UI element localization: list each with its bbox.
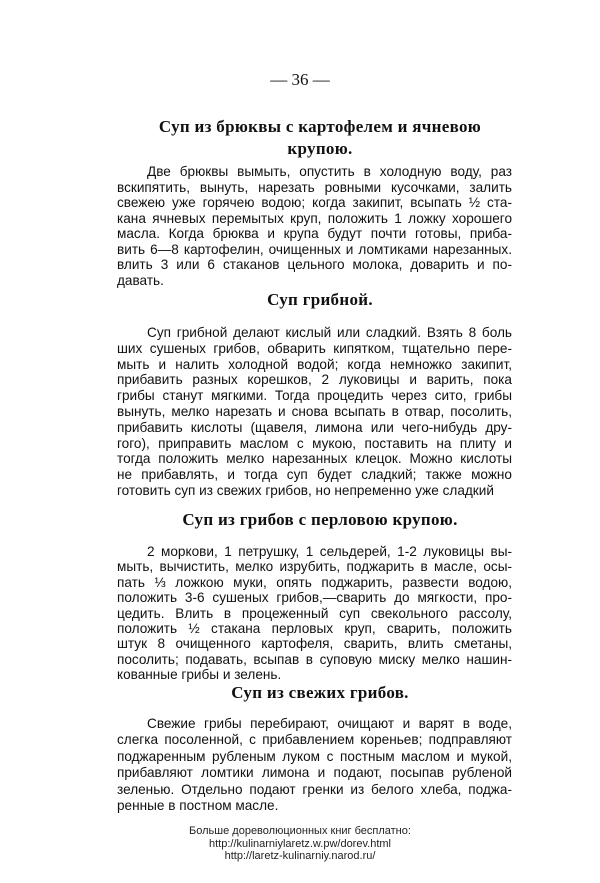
recipe-text-rutabaga-soup: [117, 164, 512, 288]
text-line: масла. Когда брюква и крупа будут почти готовы, приба-: [117, 226, 512, 241]
text-line: посолить; подавать, всыпав в суповую миску мелко нашин-: [117, 651, 512, 667]
text-line: вскипятить, вынуть, нарезать ровными кусочками, залить: [117, 179, 512, 195]
text-line: Свежие грибы перебирают, очищают и варят в воде,: [147, 716, 512, 731]
text-line: ренные в постном масле.: [117, 798, 279, 814]
text-line: кана ячневых перемытых круп, положить 1 ложку хорошего: [117, 210, 512, 226]
text-line: давать.: [117, 272, 164, 288]
text-line: тогда положить мелко нарезанных клецок. Можно кислоты: [117, 451, 512, 467]
text-line: Суп грибной делают кислый или сладкий. Взять 8 боль: [147, 325, 512, 340]
recipe-title-mushroom-barley-soup: [110, 509, 530, 531]
text-line: мыть и налить холодной водой; когда немножко закипит,: [117, 356, 512, 372]
title-line: Суп из брюквы с картофелем и ячневою: [158, 117, 482, 136]
text-line: 2 моркови, 1 петрушку, 1 сельдерей, 1-2 луковицы вы-: [147, 544, 512, 559]
text-line: прибавить кислоты (щавеля, лимона или чего-нибудь дру-: [117, 419, 512, 435]
recipe-text-mushroom-soup: [117, 325, 512, 499]
footer-note: [0, 825, 600, 863]
text-line: зеленью. Отдельно подают гренки из белого хлеба, поджа-: [117, 781, 512, 797]
text-line: свежею уже горячею водою; когда закипит, всыпать ½ ста-: [117, 195, 512, 210]
text-line: вить 6—8 картофелин, очищенных и ломтиками нарезанных.: [117, 241, 512, 257]
page-number: — 36 —: [270, 70, 330, 89]
text-line: слегка посоленной, с прибавлением кореньев; подправляют: [117, 732, 512, 748]
recipe-text-fresh-mushroom-soup: [117, 716, 512, 814]
title-line: Суп из грибов с перловою крупою.: [182, 510, 458, 529]
text-line: готовить суп из свежих грибов, но непременно уже сладкий: [117, 482, 494, 498]
text-line: прибавляют ломтики лимона и подают, посыпав рубленой: [117, 765, 512, 781]
text-line: цедить. Влить в процеженный суп свекольного рассолу,: [117, 605, 512, 621]
text-line: положить 3-6 сушеных грибов,—сварить до мягкости, про-: [117, 590, 512, 606]
text-line: поджаренным рубленым луком с постным маслом и мукой,: [117, 748, 512, 764]
text-line: вынуть, мелко нарезать и снова всыпать в отвар, посолить,: [117, 403, 512, 419]
text-line: пать ⅓ ложкою муки, опять поджарить, развести водою,: [117, 574, 512, 590]
title-line: Суп грибной.: [267, 290, 373, 309]
footer-text: Больше дореволюционных книг бесплатно:: [189, 825, 411, 837]
footer-link[interactable]: http://kulinarniylaretz.w.pw/dorev.html: [209, 837, 391, 850]
text-line: не прибавлять, и тогда суп будет сладкий; также можно: [117, 467, 512, 483]
recipe-title-rutabaga-soup: [110, 116, 530, 160]
title-line: Суп из свежих грибов.: [231, 683, 409, 702]
text-line: положить ½ стакана перловых круп, сварить, положить: [117, 621, 512, 637]
recipe-title-mushroom-soup: [110, 289, 530, 311]
recipe-text-mushroom-barley-soup: [117, 544, 512, 683]
text-line: мыть, вычистить, мелко изрубить, поджарить в масле, осы-: [117, 559, 512, 575]
text-line: влить 3 или 6 стаканов цельного молока, доварить и по-: [117, 257, 512, 272]
footer-link[interactable]: http://laretz-kulinarniy.narod.ru/: [224, 850, 376, 862]
text-line: грибы станут мягкими. Тогда процедить через сито, грибы: [117, 388, 512, 404]
recipe-title-fresh-mushroom-soup: [110, 682, 530, 704]
text-line: прибавить разных корешков, 2 луковицы и варить, пока: [117, 372, 512, 388]
text-line: Две брюквы вымыть, опустить в холодную воду, раз: [147, 164, 512, 179]
text-line: кованные грибы и зелень.: [117, 667, 282, 683]
text-line: ших сушеных грибов, обварить кипятком, тщательно пере-: [117, 340, 512, 356]
text-line: гого), приправить маслом с мукою, поставить на плиту и: [117, 435, 512, 451]
title-line: крупою.: [287, 139, 353, 158]
text-line: штук 8 очищенного картофеля, сварить, влить сметаны,: [117, 636, 512, 652]
